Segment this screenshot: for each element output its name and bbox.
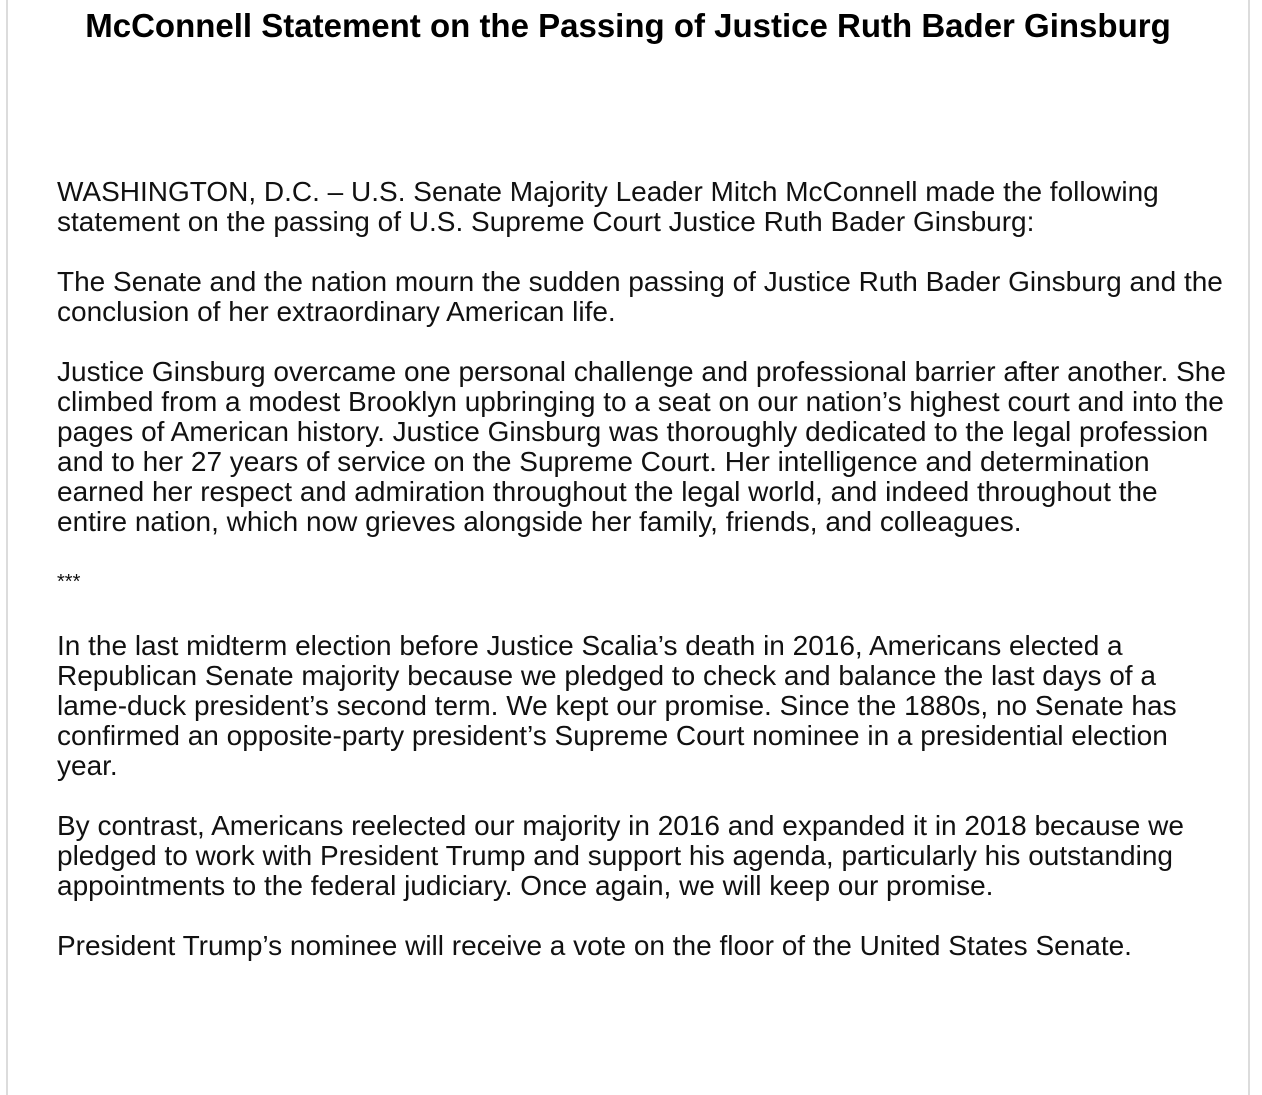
section-separator: *** xyxy=(57,571,81,593)
paragraph-vote: President Trump’s nominee will receive a vote on the floor of the United States Senate. xyxy=(57,930,1132,961)
paragraph-precedent: In the last midterm election before Justice Scalia’s death in 2016, Americans elected a Republican Senate majority because we pledged to check and balance the last days of a lame-duck president’s second term. We kept our promise. Since the 1880s, no Senate has confirmed an opposite-party president’s Supreme Court nominee in a presidential election year. xyxy=(57,630,1177,781)
document-page xyxy=(6,0,1250,1095)
paragraph-dateline: WASHINGTON, D.C. – U.S. Senate Majority Leader Mitch McConnell made the following statement on the passing of U.S. Supreme Court Justice Ruth Bader Ginsburg: xyxy=(57,176,1159,237)
paragraph-contrast: By contrast, Americans reelected our majority in 2016 and expanded it in 2018 because we pledged to work with President Trump and support his agenda, particularly his outstanding appointments to the federal judiciary. Once again, we will keep our promise. xyxy=(57,810,1184,901)
statement-body xyxy=(57,177,1227,991)
document-title: McConnell Statement on the Passing of Justice Ruth Bader Ginsburg xyxy=(85,7,1171,44)
paragraph-mourning: The Senate and the nation mourn the sudden passing of Justice Ruth Bader Ginsburg and the conclusion of her extraordinary American life. xyxy=(57,266,1223,327)
paragraph-tribute: Justice Ginsburg overcame one personal challenge and professional barrier after another. She climbed from a modest Brooklyn upbringing to a seat on our nation’s highest court and into the pages of American history. Justice Ginsburg was thoroughly dedicated to the legal profession and to her 27 years of service on the Supreme Court. Her intelligence and determination earned her respect and admiration throughout the legal world, and indeed throughout the entire nation, which now grieves alongside her family, friends, and colleagues. xyxy=(57,356,1226,537)
